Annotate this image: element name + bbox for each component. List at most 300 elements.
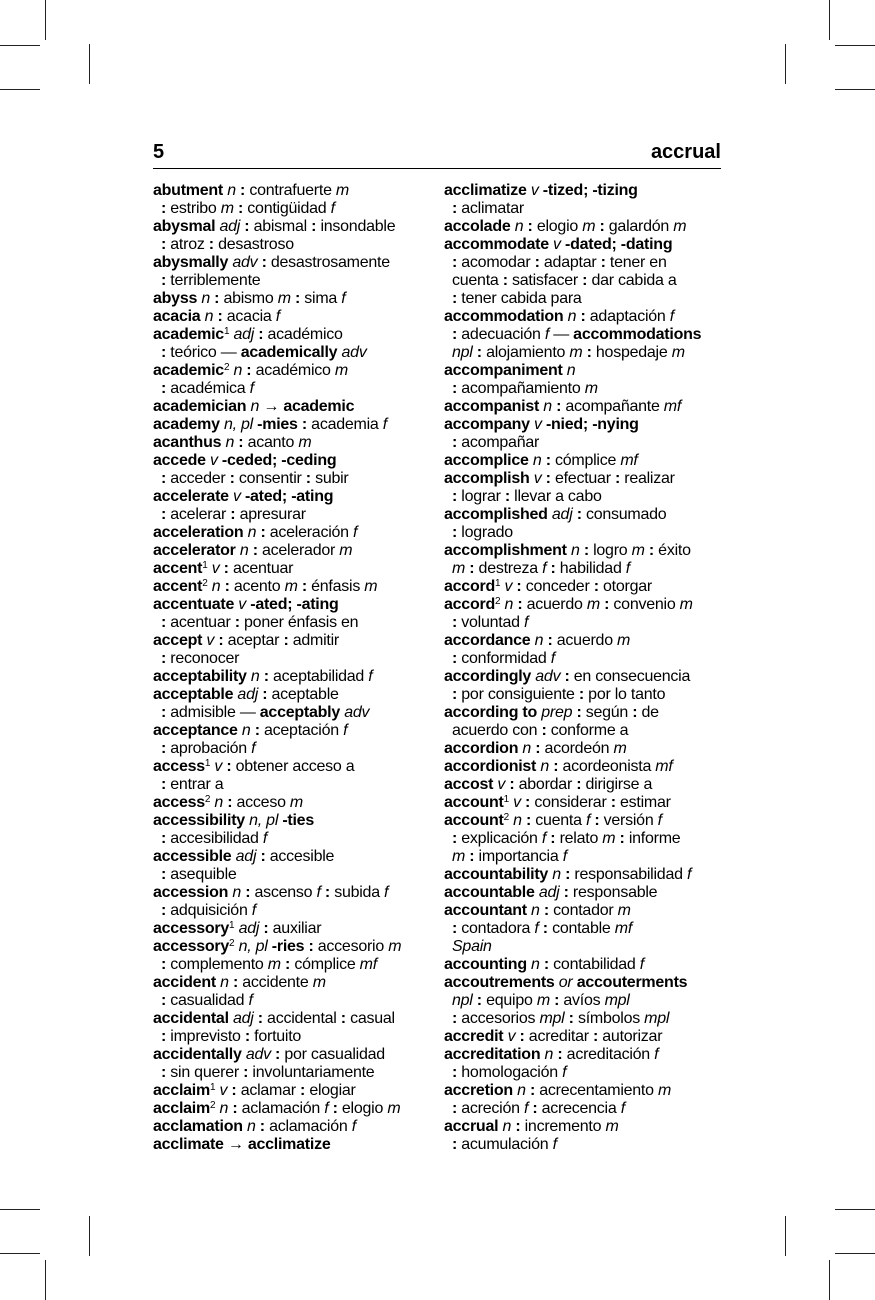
entry-text: hospedaje [595, 344, 672, 361]
italic-text: v [209, 452, 218, 469]
bold-text: : [223, 794, 237, 811]
bold-text: : [161, 704, 171, 721]
italic-text: n [514, 218, 524, 235]
entry-text: acanto [247, 434, 299, 451]
italic-text: v [504, 578, 513, 595]
italic-text: m [334, 362, 348, 379]
italic-text: adj [551, 506, 573, 523]
entry-text: destreza [478, 560, 543, 577]
entry-text: adecuación [461, 326, 545, 343]
entry-text: adaptar [543, 254, 597, 271]
bold-text: : [161, 380, 171, 397]
bold-text: accommodate [444, 236, 549, 253]
italic-text: m [631, 542, 645, 559]
entry-line [444, 884, 734, 902]
bold-text: : [248, 542, 262, 559]
italic-text: v [214, 758, 223, 775]
entry-text: subida [334, 884, 385, 901]
bold-text: : [220, 578, 234, 595]
entry-text: acuerdo con [452, 722, 538, 739]
bold-text: acacia [153, 308, 201, 325]
entry-text: aceptación [264, 722, 344, 739]
italic-text: n [567, 308, 577, 325]
entry-continuation-line [444, 938, 734, 956]
italic-text: m [657, 1082, 672, 1099]
entry-continuation-line [444, 614, 734, 632]
entry-text: cuenta [452, 272, 499, 289]
italic-text: v [206, 632, 215, 649]
dictionary-entry [444, 884, 734, 902]
bold-text: accomplice [444, 452, 529, 469]
entry-text: acompañamiento [461, 380, 585, 397]
entry-text: contabilidad [553, 956, 640, 973]
dictionary-entry [444, 632, 734, 668]
bold-text: -ated; -ating [246, 596, 339, 613]
bold-text: accordionist [444, 758, 537, 775]
italic-text: adj [219, 218, 241, 235]
entry-text: acentuar [232, 560, 294, 577]
italic-text: m [289, 794, 303, 811]
bold-text: accessible [153, 848, 232, 865]
italic-text: v [530, 182, 539, 199]
entry-text: adquisición [170, 902, 252, 919]
entry-line [153, 686, 443, 704]
entry-continuation-line [444, 524, 734, 542]
italic-text: n [246, 1118, 256, 1135]
bold-text: : [531, 740, 545, 757]
bold-text: : [530, 254, 544, 271]
entry-line [153, 254, 443, 272]
dictionary-entry [444, 758, 734, 776]
italic-text: n [250, 668, 260, 685]
entry-line [153, 542, 443, 560]
bold-text: : [452, 488, 462, 505]
bold-text: academic [283, 398, 355, 415]
bold-text: : [589, 578, 603, 595]
bold-text: acclaim [153, 1082, 210, 1099]
entry-line [153, 794, 443, 812]
italic-text: n [532, 452, 542, 469]
bold-text: : [452, 200, 462, 217]
bold-text: accommodation [444, 308, 564, 325]
bold-text: : [523, 218, 537, 235]
entry-line [444, 812, 734, 830]
entry-continuation-line [444, 560, 734, 578]
bold-text: : [242, 362, 256, 379]
italic-text: f [523, 1100, 529, 1117]
bold-text: : [257, 254, 271, 271]
bold-text: : [328, 1100, 342, 1117]
italic-text: f [341, 290, 346, 307]
bold-text: accidentally [153, 1046, 242, 1063]
italic-text: npl [452, 992, 473, 1009]
bold-text: : [452, 1100, 462, 1117]
bold-text: : [576, 308, 590, 325]
bold-text: accord [444, 596, 495, 613]
bold-text: : [161, 1064, 171, 1081]
entry-continuation-line [444, 1010, 734, 1028]
bold-text: : [606, 794, 620, 811]
bold-text: : [539, 956, 554, 973]
bold-text: -dated; -dating [560, 236, 673, 253]
dictionary-entry [153, 758, 443, 794]
bold-text: -ries : [267, 938, 318, 955]
italic-text: n [232, 884, 241, 901]
bold-text: academically [240, 344, 338, 361]
bold-text: : [560, 668, 574, 685]
entry-line [153, 398, 443, 416]
bold-text: accoutrements [444, 974, 555, 991]
entry-text: acceder [170, 470, 226, 487]
bold-text: acclimate [153, 1136, 224, 1153]
entry-continuation-line [444, 200, 734, 218]
italic-text: n [241, 722, 251, 739]
sense-superscript: 1 [202, 560, 208, 571]
entry-text: entrar a [170, 776, 224, 793]
bold-text: : [551, 398, 566, 415]
entry-continuation-line [153, 956, 443, 974]
entry-text: consumado [585, 506, 667, 523]
entry-text: involuntariamente [252, 1064, 375, 1081]
italic-text: m [364, 578, 378, 595]
dictionary-entry [444, 776, 734, 794]
bold-text: : [549, 758, 563, 775]
entry-continuation-line [153, 380, 443, 398]
bold-text: : [452, 686, 462, 703]
entry-text: casual [350, 1010, 395, 1027]
entry-line [153, 668, 443, 686]
italic-text: adv [232, 254, 258, 271]
bold-text: : [500, 488, 515, 505]
bold-text: : [541, 452, 555, 469]
italic-text: v [513, 794, 521, 811]
entry-text: aceptar [227, 632, 280, 649]
entry-line [153, 722, 443, 740]
dictionary-entry [153, 488, 443, 524]
bold-text: : [452, 1010, 462, 1027]
italic-text: adv [245, 1046, 271, 1063]
entry-text: conformidad [461, 650, 551, 667]
bold-text: accolade [444, 218, 511, 235]
entry-text: sin querer [170, 1064, 239, 1081]
dictionary-entry [153, 308, 443, 326]
entry-line [444, 794, 734, 812]
entry-text: acelerador [261, 542, 340, 559]
italic-text: adj [232, 1010, 254, 1027]
italic-text: n [531, 902, 540, 919]
entry-continuation-line [444, 920, 734, 938]
entry-text: acreditación [566, 1046, 655, 1063]
italic-text: m [617, 632, 631, 649]
entry-text: relato [559, 830, 603, 847]
sense-superscript: 1 [209, 1082, 216, 1093]
entry-text: contigüidad [247, 200, 331, 217]
bold-text: : [161, 956, 171, 973]
entry-line [444, 866, 734, 884]
entry-text: reconocer [170, 650, 240, 667]
bold-text: : [161, 200, 171, 217]
entry-continuation-line [444, 848, 734, 866]
bold-text: : [452, 1064, 462, 1081]
bold-text: : [241, 884, 255, 901]
dictionary-entry [444, 452, 734, 470]
entry-text: teórico — [170, 344, 241, 361]
sense-superscript: 2 [204, 794, 211, 805]
italic-text: m [536, 992, 550, 1009]
italic-text: n [534, 632, 544, 649]
bold-text: abutment [153, 182, 223, 199]
bold-text: : [336, 1010, 351, 1027]
bold-text: academician [153, 398, 247, 415]
bold-text: -nied; -nying [541, 416, 639, 433]
entry-line [444, 776, 734, 794]
bold-text: : [452, 830, 462, 847]
bold-text: acclimatize [247, 1136, 331, 1153]
dictionary-entry [153, 542, 443, 560]
dictionary-entry [153, 434, 443, 452]
italic-text: n [502, 1118, 512, 1135]
entry-text: academia [311, 416, 383, 433]
bold-text: : [505, 776, 519, 793]
entry-continuation-line [444, 1064, 734, 1082]
entry-text: académico [267, 326, 343, 343]
bold-text: : [452, 650, 462, 667]
entry-text: abordar [518, 776, 573, 793]
italic-text: m [312, 974, 326, 991]
dictionary-entry [153, 1118, 443, 1136]
dictionary-entry [153, 974, 443, 1010]
dictionary-entry [153, 920, 443, 938]
entry-line [153, 452, 443, 470]
italic-text: n [544, 1046, 554, 1063]
entry-text: énfasis [311, 578, 365, 595]
entry-text: acumulación [461, 1136, 553, 1153]
bold-text: accomplish [444, 470, 530, 487]
italic-text: f [639, 956, 644, 973]
entry-line [153, 848, 443, 866]
entry-text: habilidad [559, 560, 626, 577]
entry-line [444, 362, 734, 380]
italic-text: mpl [604, 992, 630, 1009]
italic-text: n [239, 542, 249, 559]
italic-text: f [368, 668, 373, 685]
bold-text: : [498, 272, 513, 289]
bold-text: : [270, 1046, 285, 1063]
crop-mark [829, 0, 830, 40]
italic-text: n [250, 398, 260, 415]
bold-text: : [572, 704, 586, 721]
dictionary-entry [444, 596, 734, 632]
dictionary-entry [444, 704, 734, 740]
entry-text: terriblemente [170, 272, 261, 289]
bold-text: : [161, 650, 171, 667]
entry-continuation-line [153, 830, 443, 848]
italic-text: n [540, 758, 549, 775]
bold-text: : [590, 812, 604, 829]
dictionary-entry [153, 452, 443, 488]
entry-text: responsabilidad [574, 866, 687, 883]
entry-text: accidental [267, 1010, 337, 1027]
entry-text: sima [304, 290, 342, 307]
entry-text: versión [603, 812, 658, 829]
entry-text: acreditar [528, 1028, 589, 1045]
entry-line [153, 1118, 443, 1136]
entry-text: elogio [536, 218, 583, 235]
entry-text: contrafuerte [249, 182, 336, 199]
entry-line [153, 884, 443, 902]
bold-text: : [306, 218, 321, 235]
italic-text: f [251, 902, 256, 919]
bold-text: : [595, 218, 609, 235]
italic-text: v [534, 416, 542, 433]
italic-text: mf [663, 398, 682, 415]
entry-line [444, 632, 734, 650]
italic-text: f [353, 524, 358, 541]
italic-text: f [262, 830, 268, 847]
italic-text: n [214, 794, 224, 811]
guide-word: accrual [650, 141, 721, 163]
italic-text: v [507, 1028, 516, 1045]
italic-text: n [504, 596, 514, 613]
dictionary-entry [153, 218, 443, 254]
italic-text: m [602, 830, 616, 847]
entry-text: convenio [613, 596, 680, 613]
sense-superscript: 2 [503, 812, 509, 823]
italic-text: f [552, 1136, 557, 1153]
entry-line [444, 470, 734, 488]
italic-text: n [219, 1100, 229, 1117]
entry-text: homologación [461, 1064, 563, 1081]
entry-text: responsable [572, 884, 658, 901]
bold-text: : [579, 542, 594, 559]
entry-continuation-line [153, 704, 443, 722]
italic-text: f [324, 1100, 329, 1117]
dictionary-entry [153, 524, 443, 542]
bold-text: : [320, 884, 335, 901]
crop-mark [835, 1253, 875, 1254]
entry-line [153, 596, 443, 614]
bold-text: -ated; -ating [240, 488, 334, 505]
entry-text: adaptación [589, 308, 670, 325]
entry-text: obtener acceso a [235, 758, 355, 775]
bold-text: : [525, 1082, 540, 1099]
dictionary-entry [153, 596, 443, 632]
entry-line [153, 560, 443, 578]
entry-text: en consecuencia [573, 668, 691, 685]
italic-text: n [201, 290, 210, 307]
entry-text: realizar [624, 470, 675, 487]
italic-text: npl [452, 344, 473, 361]
bold-text: : [214, 632, 228, 649]
bold-text: : [541, 470, 555, 487]
entry-text: acreción [461, 1100, 524, 1117]
entry-text: acceso [236, 794, 290, 811]
bold-text: accede [153, 452, 206, 469]
crop-mark [835, 1209, 875, 1210]
italic-text: n [566, 362, 576, 379]
entry-text: desastrosamente [270, 254, 390, 271]
bold-text: : [549, 992, 564, 1009]
entry-text: acordeón [544, 740, 614, 757]
entry-text: acompañante [565, 398, 664, 415]
bold-text: : [254, 326, 268, 343]
bold-text: accountability [444, 866, 549, 883]
entry-continuation-line [444, 686, 734, 704]
bold-text: : [255, 1118, 270, 1135]
dictionary-entry [153, 254, 443, 290]
italic-text: f [382, 416, 387, 433]
italic-text: f [585, 812, 591, 829]
bold-text: : [572, 506, 586, 523]
entry-text: acrecentamiento [539, 1082, 658, 1099]
entry-text: tener cabida para [461, 290, 582, 307]
entry-line [444, 182, 734, 200]
dictionary-entry [444, 236, 734, 308]
bold-text: : [280, 956, 295, 973]
entry-text: acento [233, 578, 285, 595]
italic-text: f [654, 1046, 659, 1063]
bold-text: : [582, 344, 596, 361]
entry-text: estribo [170, 200, 221, 217]
italic-text: f [316, 884, 321, 901]
italic-text: m [673, 218, 687, 235]
dictionary-entry [153, 722, 443, 758]
entry-text: considerar [534, 794, 607, 811]
entry-text: accesibilidad [170, 830, 263, 847]
entry-line [444, 668, 734, 686]
italic-text: f [657, 812, 662, 829]
bold-text: : [452, 524, 462, 541]
dictionary-entry [444, 470, 734, 506]
dictionary-entry [153, 812, 443, 848]
entry-line [444, 236, 734, 254]
italic-text: m [586, 596, 600, 613]
entry-text: elogiar [309, 1082, 356, 1099]
bold-text: accordance [444, 632, 531, 649]
italic-text: m [605, 1118, 619, 1135]
entry-continuation-line [153, 200, 443, 218]
entry-text: avíos [563, 992, 605, 1009]
entry-continuation-line [153, 236, 443, 254]
bold-text: : [465, 848, 479, 865]
entry-text: aclimatar [461, 200, 524, 217]
crop-mark [835, 89, 875, 90]
dictionary-entry [444, 308, 734, 362]
entry-text: cómplice [554, 452, 621, 469]
italic-text: adv [535, 668, 561, 685]
bold-text: accomplished [444, 506, 548, 523]
crop-mark [0, 89, 40, 90]
entry-line [153, 1100, 443, 1118]
entry-line [153, 218, 443, 236]
bold-text: : [610, 470, 625, 487]
entry-text: accidente [242, 974, 313, 991]
entry-text: contable [552, 920, 615, 937]
bold-text: -ties [278, 812, 314, 829]
bold-text: : [161, 866, 171, 883]
italic-text: m [452, 848, 466, 865]
bold-text: : [599, 596, 614, 613]
bold-text: -mies : [252, 416, 312, 433]
bold-text: acceptability [153, 668, 247, 685]
italic-text: adj [237, 686, 259, 703]
entry-text: apresurar [239, 506, 306, 523]
bold-text: acclimatize [444, 182, 527, 199]
italic-text: n [204, 308, 214, 325]
bold-text: : [515, 1028, 529, 1045]
bold-text: accessibility [153, 812, 245, 829]
entry-text: acomodar [461, 254, 531, 271]
